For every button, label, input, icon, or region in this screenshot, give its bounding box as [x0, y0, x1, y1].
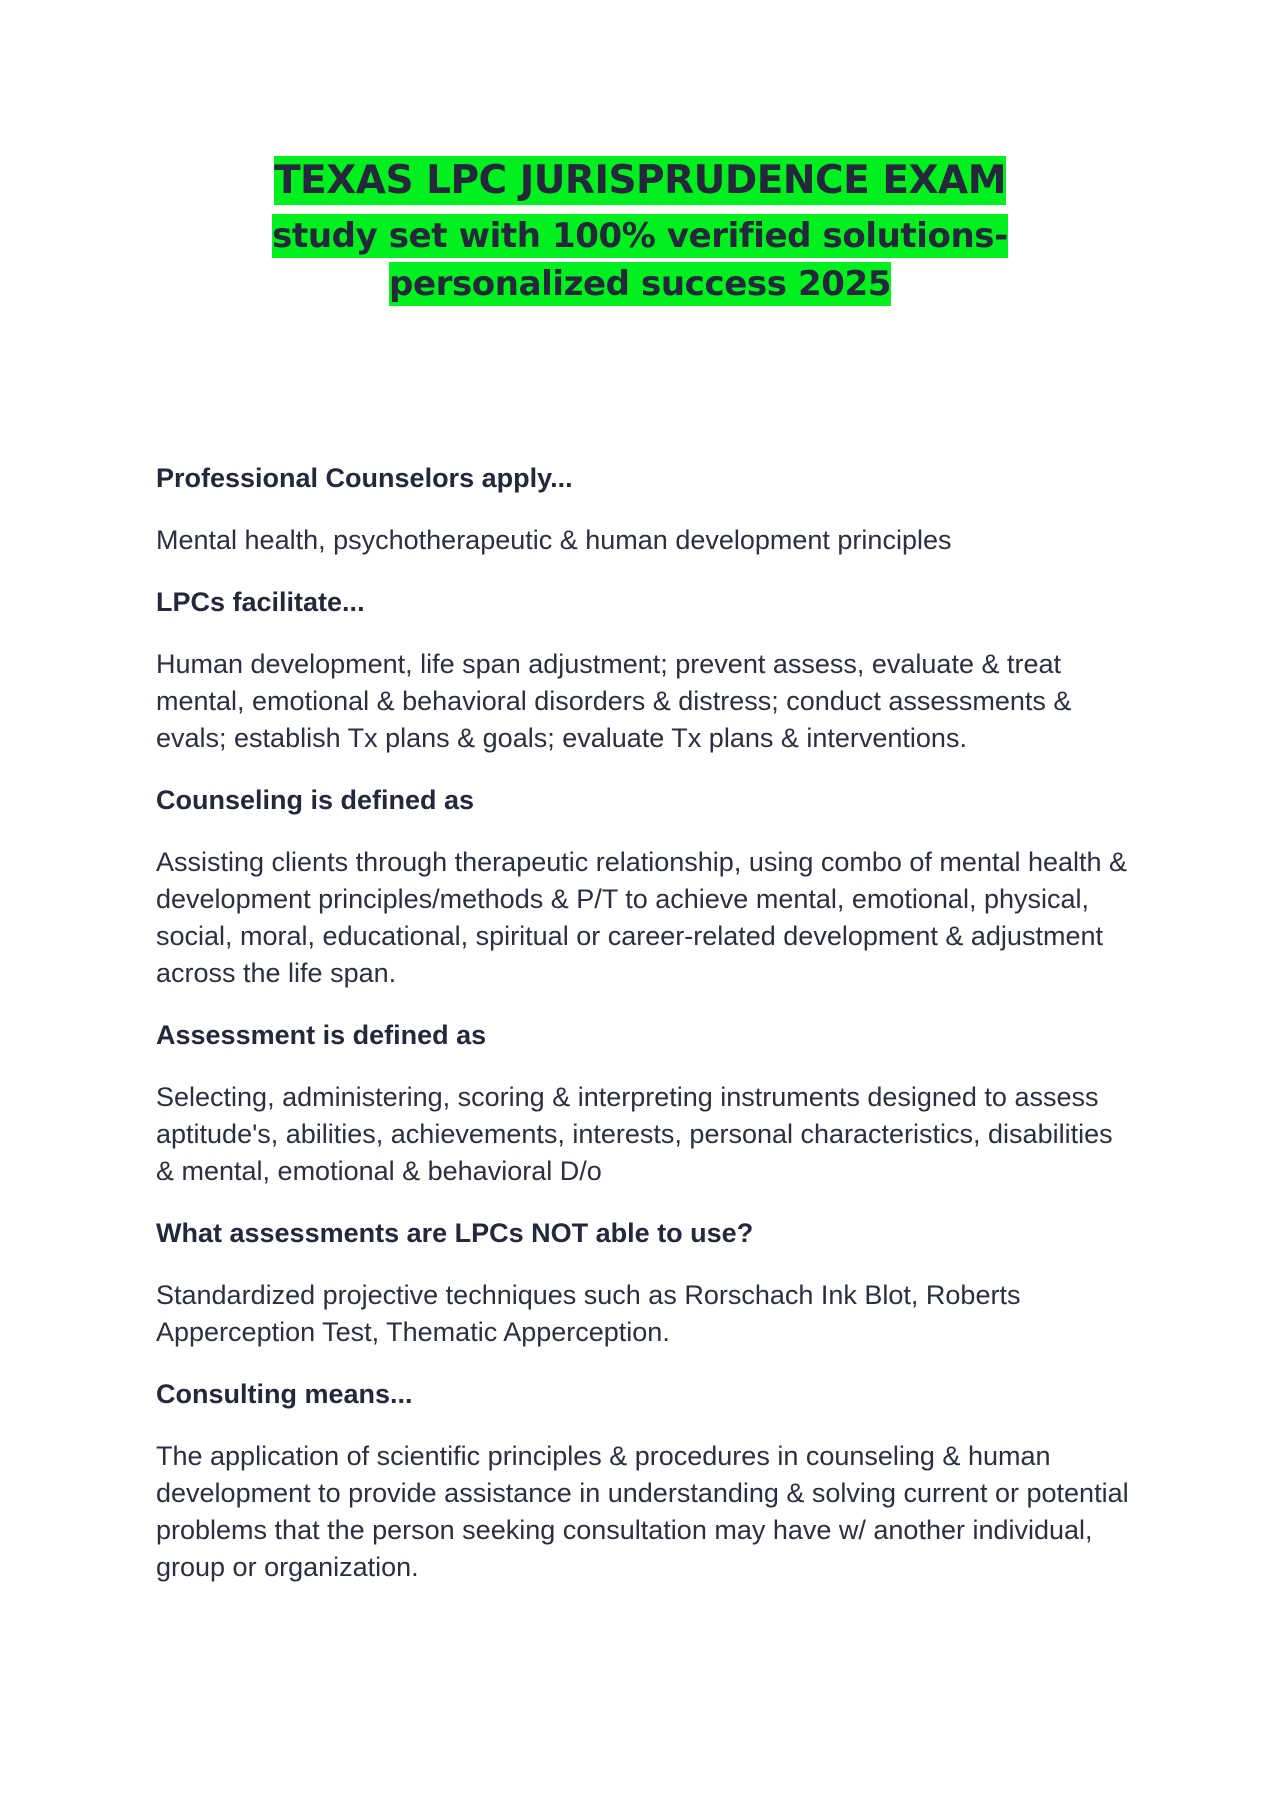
question-text: Counseling is defined as	[156, 785, 475, 815]
question-text: Assessment is defined as	[156, 1020, 487, 1050]
document-subtitle: study set with 100% verified solutions-personalized success 2025	[272, 216, 1008, 304]
answer-text: Mental health, psychotherapeutic & human development principles	[156, 525, 952, 555]
question-text: Consulting means...	[156, 1379, 413, 1409]
question-text: LPCs facilitate...	[156, 587, 365, 617]
answer-text: Assisting clients through therapeutic relationship, using combo of mental health & development principles/methods & P/T to achieve mental, emotional, physical, social, moral, educational, spiritual or career-related development & adjustment across the life span.	[156, 847, 1128, 988]
question-text: Professional Counselors apply...	[156, 463, 573, 493]
document-header	[0, 156, 1280, 308]
qa-item	[156, 1376, 1136, 1586]
answer-text: Selecting, administering, scoring & interpreting instruments designed to assess aptitude's, abilities, achievements, interests, personal characteristics, disabilities & mental, emotional & behavioral D/o	[156, 1082, 1113, 1186]
qa-item	[156, 782, 1136, 992]
qa-item	[156, 1215, 1136, 1351]
question-text: What assessments are LPCs NOT able to use?	[156, 1218, 754, 1248]
qa-item	[156, 1017, 1136, 1190]
document-title: TEXAS LPC JURISPRUDENCE EXAM	[273, 158, 1007, 203]
qa-list	[156, 460, 1136, 1611]
qa-item	[156, 460, 1136, 559]
answer-text: Human development, life span adjustment; prevent assess, evaluate & treat mental, emotional & behavioral disorders & distress; conduct assessments & evals; establish Tx plans & goals; evaluate Tx plans & interventions.	[156, 649, 1072, 753]
answer-text: Standardized projective techniques such as Rorschach Ink Blot, Roberts Apperception Test, Thematic Apperception.	[156, 1280, 1021, 1347]
answer-text: The application of scientific principles & procedures in counseling & human development to provide assistance in understanding & solving current or potential problems that the person seeking consultation may have w/ another individual, group or organization.	[156, 1441, 1129, 1582]
qa-item	[156, 584, 1136, 757]
